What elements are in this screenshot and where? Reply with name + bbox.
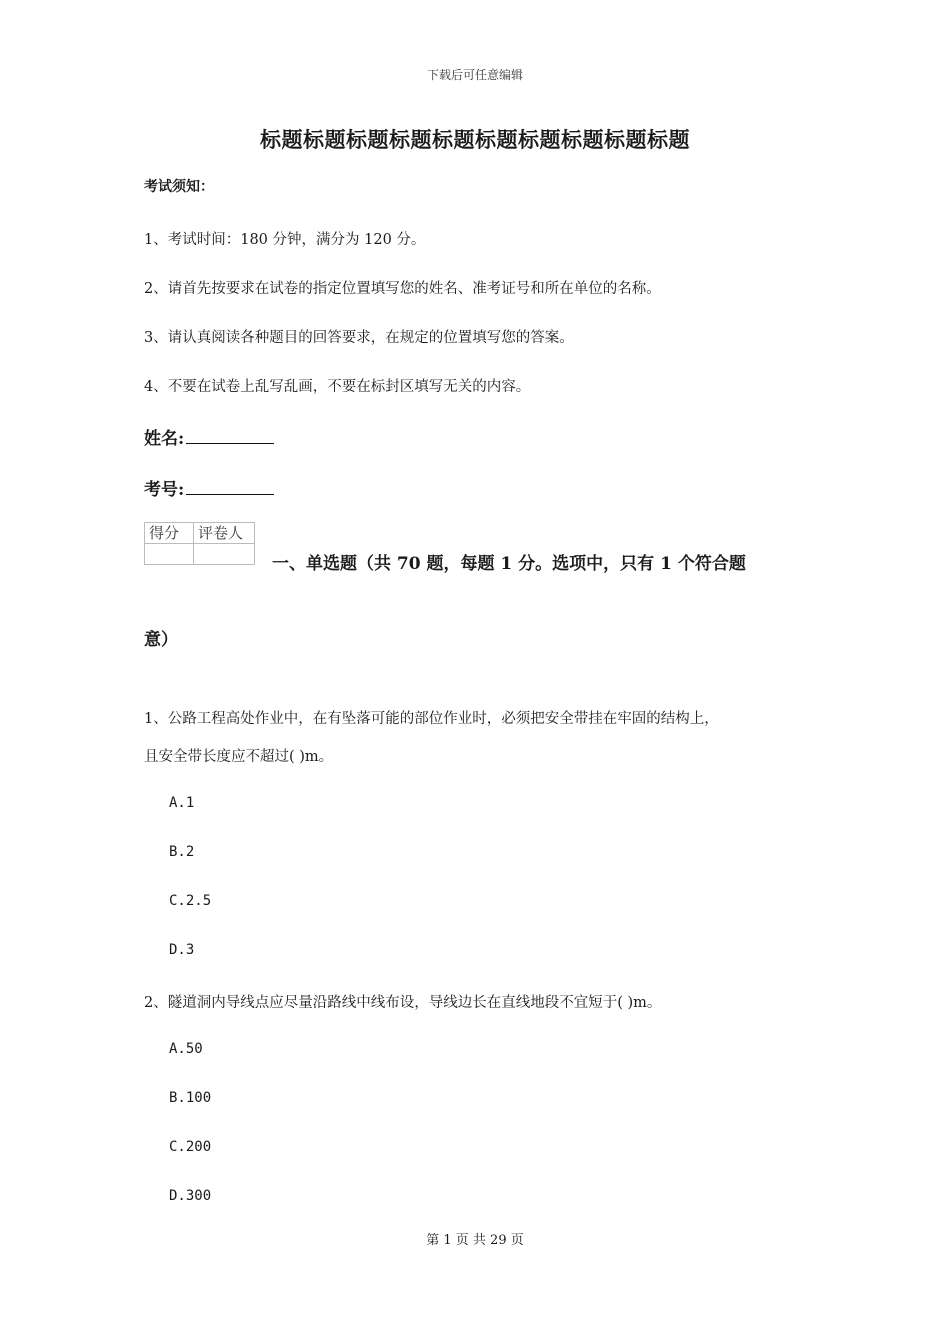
notice-item: 4、不要在试卷上乱写乱画，不要在标封区填写无关的内容。 xyxy=(144,379,531,395)
grader-header: 评卷人 xyxy=(194,523,255,544)
section-heading-continued: 意） xyxy=(144,630,178,650)
score-cell[interactable] xyxy=(145,544,194,565)
answer-option: B.2 xyxy=(169,844,195,860)
document-title: 标题标题标题标题标题标题标题标题标题标题 xyxy=(260,127,690,152)
answer-option: D.300 xyxy=(169,1188,212,1204)
score-header: 得分 xyxy=(145,523,194,544)
section-heading: 一、单选题（共 70 题，每题 1 分。选项中，只有 1 个符合题 xyxy=(272,554,746,574)
answer-option: C.200 xyxy=(169,1139,212,1155)
score-table xyxy=(144,522,255,565)
grader-cell[interactable] xyxy=(194,544,255,565)
answer-option: C.2.5 xyxy=(169,893,212,909)
name-field xyxy=(144,424,274,449)
notice-heading: 考试须知： xyxy=(144,179,214,195)
answer-option: B.100 xyxy=(169,1090,212,1106)
question-text: 2、隧道洞内导线点应尽量沿路线中线布设，导线边长在直线地段不宜短于( )m。 xyxy=(144,995,662,1011)
answer-option: D.3 xyxy=(169,942,195,958)
answer-option: A.1 xyxy=(169,795,195,811)
notice-item: 1、考试时间：180 分钟，满分为 120 分。 xyxy=(144,232,426,248)
header-note: 下载后可任意编辑 xyxy=(426,68,523,82)
question-text: 1、公路工程高处作业中，在有坠落可能的部位作业时，必须把安全带挂在牢固的结构上， xyxy=(144,711,719,727)
question-text: 且安全带长度应不超过( )m。 xyxy=(144,749,334,765)
page-footer: 第 1 页 共 29 页 xyxy=(426,1233,524,1248)
exam-id-label: 考号: xyxy=(144,480,185,500)
answer-option: A.50 xyxy=(169,1041,203,1057)
name-label: 姓名: xyxy=(144,429,185,449)
notice-item: 3、请认真阅读各种题目的回答要求，在规定的位置填写您的答案。 xyxy=(144,330,574,346)
exam-id-field xyxy=(144,475,274,500)
exam-id-blank-line[interactable] xyxy=(186,478,274,495)
name-blank-line[interactable] xyxy=(186,427,274,444)
notice-item: 2、请首先按要求在试卷的指定位置填写您的姓名、准考证号和所在单位的名称。 xyxy=(144,281,661,297)
